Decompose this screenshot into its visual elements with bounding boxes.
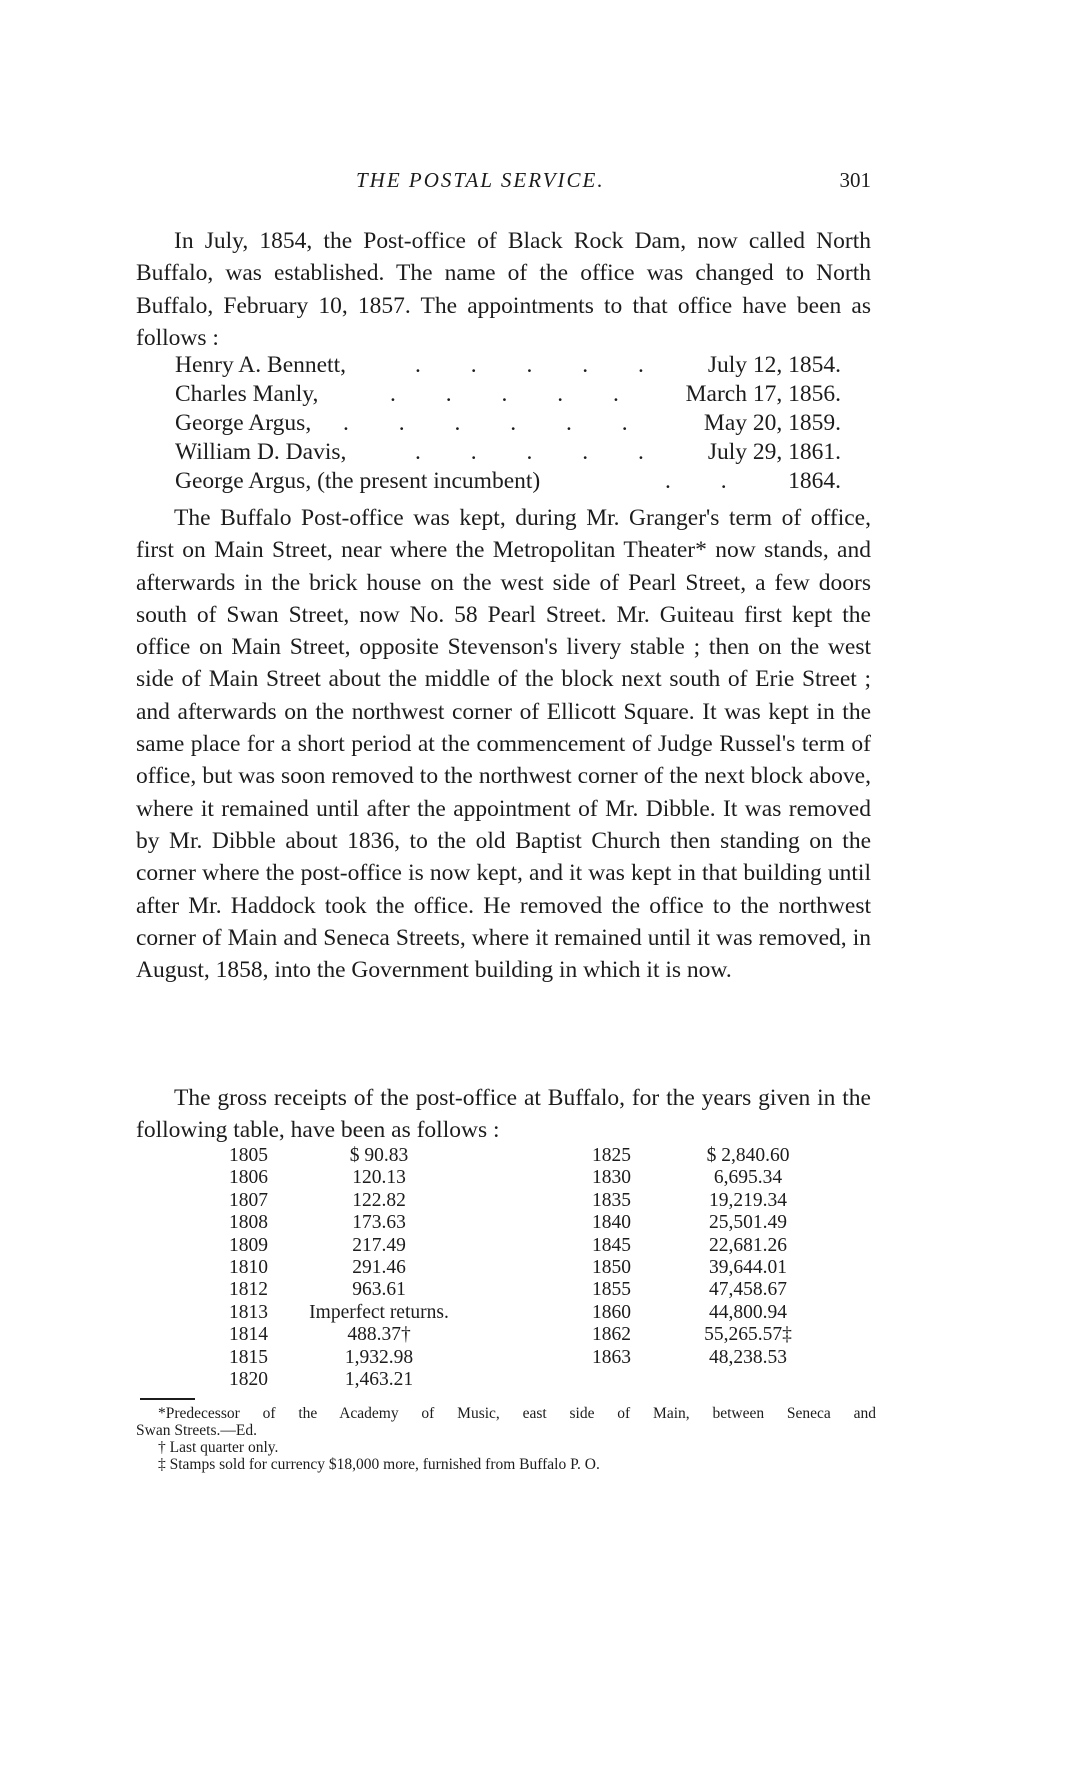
appointee-name: Charles Manly,	[175, 381, 319, 407]
running-title: THE POSTAL SERVICE.	[356, 168, 605, 192]
table-row	[0, 1324, 1072, 1346]
footnotes	[136, 1405, 876, 1473]
table-row	[0, 1167, 1072, 1189]
amount-cell: $ 90.83	[349, 1145, 409, 1166]
year-cell: 1808	[229, 1212, 268, 1234]
appointee-name: George Argus,	[175, 410, 312, 436]
leader-dots: . . . . .	[415, 352, 666, 378]
year-cell: 1860	[592, 1301, 631, 1323]
year-cell: 1862	[592, 1324, 631, 1346]
footnote-dagger: † Last quarter only.	[158, 1439, 279, 1456]
year-cell: 1812	[229, 1279, 268, 1301]
year-cell: 1825	[592, 1145, 631, 1166]
amount-cell: 39,644.01	[709, 1256, 787, 1278]
paragraph-receipts-intro	[136, 1082, 871, 1147]
page-number: 301	[839, 168, 871, 192]
paragraph-receipts-intro-text: The gross receipts of the post-office at Buffalo, for the years given in the following table, have been as follows :	[136, 1085, 871, 1144]
amount-cell: 22,681.26	[709, 1234, 787, 1256]
appointments-list	[175, 352, 875, 497]
amount-cell: Imperfect returns.	[309, 1301, 449, 1323]
table-row	[0, 1212, 1072, 1234]
table-row	[0, 1302, 1072, 1324]
amount-cell: 217.49	[352, 1234, 406, 1256]
footnote-rule	[140, 1398, 195, 1400]
year-cell: 1820	[229, 1368, 268, 1390]
footnote-star-continued: Swan Streets.—Ed.	[136, 1422, 257, 1439]
table-row	[0, 1347, 1072, 1369]
table-row	[0, 1279, 1072, 1301]
footnote-double-dagger: ‡ Stamps sold for currency $18,000 more, furnished from Buffalo P. O.	[158, 1456, 600, 1473]
amount-cell: 173.63	[352, 1212, 406, 1234]
table-row	[0, 1235, 1072, 1257]
amount-cell: 291.46	[352, 1256, 406, 1278]
leader-dots: . . . . .	[390, 381, 641, 407]
receipts-table	[0, 1145, 1072, 1391]
appointment-row	[175, 352, 875, 381]
year-cell: 1830	[592, 1167, 631, 1189]
amount-cell: 47,458.67	[709, 1279, 787, 1301]
appointee-name: William D. Davis,	[175, 439, 347, 465]
amount-cell: 6,695.34	[713, 1167, 783, 1189]
year-cell: 1813	[229, 1301, 268, 1323]
appointment-row	[175, 439, 875, 468]
amount-cell: 120.13	[352, 1167, 406, 1189]
table-row	[0, 1369, 1072, 1391]
year-cell: 1840	[592, 1212, 631, 1234]
paragraph-buffalo-history-text: The Buffalo Post-office was kept, during Mr. Granger's term of office, first on Main Street, near where the Metropolitan Theater* now stands, and afterwards in the brick house on the west side of Pearl Street, a few doors south of Swan Street, now No. 58 Pearl Street. Mr. Guiteau first kept the office on Main Street, opposite Stevenson's livery stable ; then on the west side of Main Street about the middle of the block next south of Erie Street ; and afterwards on the northwest corner of Ellicott Square. It was kept in the same place for a short period at the commencement of Judge Russel's term of office, but was soon removed to the northwest corner of the next block above, where it remained until after the appointment of Mr. Dibble. It was removed by Mr. Dibble about 1836, to the old Baptist Church then standing on the corner where the post-office is now kept, and it was kept in that building until after Mr. Haddock took the office. He removed the office to the northwest corner of Main and Seneca Streets, where it remained until it was removed, in August, 1858, into the Government building in which it is now.	[136, 505, 871, 984]
amount-cell: 19,219.34	[709, 1189, 787, 1211]
paragraph-black-rock	[136, 225, 871, 354]
table-row	[0, 1145, 1072, 1167]
year-cell: 1845	[592, 1234, 631, 1256]
appointment-row	[175, 381, 875, 410]
amount-cell: 44,800.94	[709, 1301, 787, 1323]
appointment-date: March 17, 1856.	[685, 381, 841, 407]
year-cell: 1814	[229, 1324, 268, 1346]
year-cell: 1850	[592, 1256, 631, 1278]
appointment-date: 1864.	[788, 468, 841, 494]
leader-dots: . . . . . .	[343, 410, 650, 436]
appointment-date: July 29, 1861.	[707, 439, 841, 465]
paragraph-black-rock-text: In July, 1854, the Post-office of Black Rock Dam, now called North Buffalo, was established. The name of the office was changed to North Buffalo, February 10, 1857. The appointments to that office have been as follows :	[136, 228, 871, 351]
amount-cell: 25,501.49	[709, 1212, 787, 1234]
amount-cell: 963.61	[352, 1279, 406, 1301]
year-cell: 1810	[229, 1256, 268, 1278]
table-row	[0, 1257, 1072, 1279]
amount-cell: 1,463.21	[344, 1368, 414, 1390]
year-cell: 1855	[592, 1279, 631, 1301]
amount-cell: 55,265.57‡	[704, 1324, 792, 1346]
year-cell: 1809	[229, 1234, 268, 1256]
year-cell: 1863	[592, 1346, 631, 1368]
appointment-row	[175, 410, 875, 439]
amount-cell: 48,238.53	[709, 1346, 787, 1368]
leader-dots: . . . . .	[415, 439, 666, 465]
year-cell: 1805	[229, 1145, 268, 1166]
amount-cell: 122.82	[352, 1189, 406, 1211]
year-cell: 1806	[229, 1167, 268, 1189]
year-cell: 1815	[229, 1346, 268, 1368]
leader-dots: . .	[665, 468, 749, 494]
appointee-name: Henry A. Bennett,	[175, 352, 346, 378]
amount-cell: 1,932.98	[344, 1346, 414, 1368]
table-row	[0, 1190, 1072, 1212]
year-cell: 1835	[592, 1189, 631, 1211]
appointment-date: May 20, 1859.	[703, 410, 841, 436]
appointment-date: July 12, 1854.	[707, 352, 841, 378]
footnote-star: *Predecessor of the Academy of Music, east side of Main, between Seneca and	[158, 1405, 876, 1422]
year-cell: 1807	[229, 1189, 268, 1211]
appointee-name: George Argus, (the present incumbent)	[175, 468, 541, 494]
appointment-row	[175, 468, 875, 497]
running-head	[136, 168, 871, 198]
amount-cell: $ 2,840.60	[706, 1145, 790, 1166]
amount-cell: 488.37†	[347, 1324, 411, 1346]
paragraph-buffalo-history	[136, 502, 871, 986]
